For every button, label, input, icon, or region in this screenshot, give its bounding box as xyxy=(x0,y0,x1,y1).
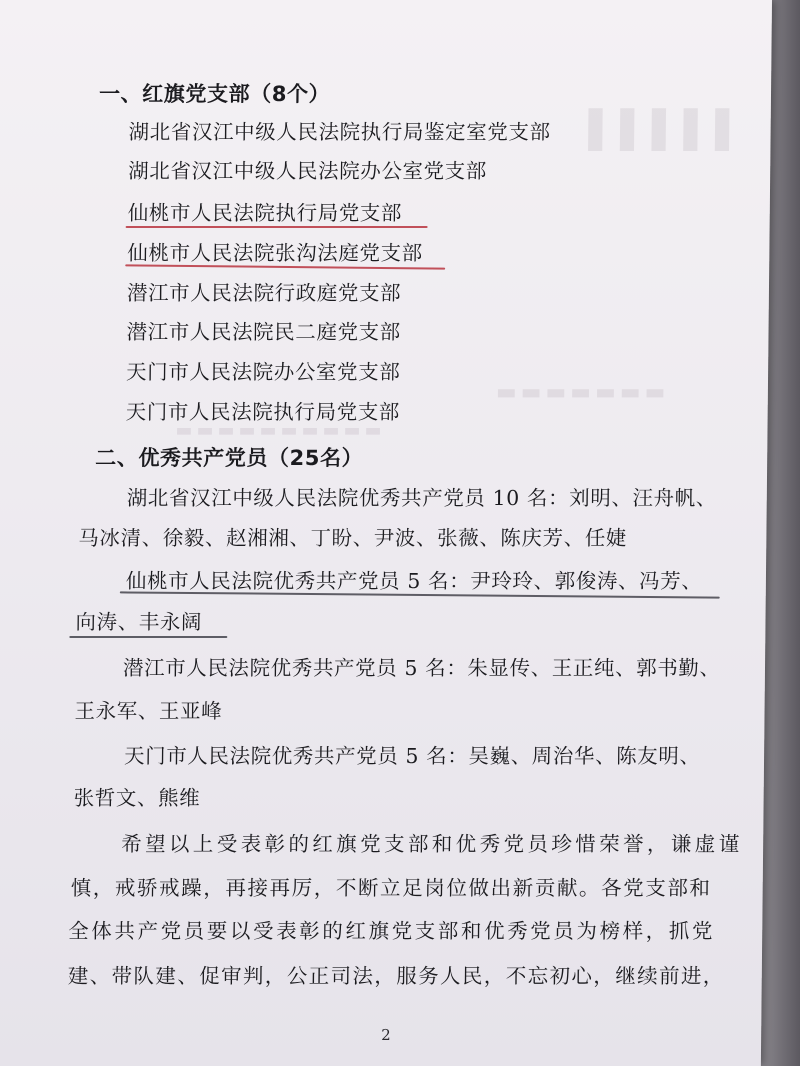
member-group-line: 天门市人民法院优秀共产党员 5 名：吴巍、周治华、陈友明、 xyxy=(123,744,701,768)
member-group-line: 马冰清、徐毅、赵湘湘、丁盼、尹波、张薇、陈庆芳、任婕 xyxy=(78,526,628,550)
member-group-line: 王永军、王亚峰 xyxy=(74,699,223,723)
branch-item: 天门市人民法院执行局党支部 xyxy=(125,400,401,424)
section-heading-outstanding-members: 二、优秀共产党员（25名） xyxy=(95,446,364,470)
pencil-underline-mark xyxy=(69,636,227,638)
member-group-line: 仙桃市人民法院优秀共产党员 5 名：尹玲玲、郭俊涛、冯芳、 xyxy=(125,569,703,593)
branch-item: 天门市人民法院办公室党支部 xyxy=(125,360,401,384)
closing-paragraph-line: 希望以上受表彰的红旗党支部和优秀党员珍惜荣誉，谦虚谨 xyxy=(121,832,743,856)
branch-item: 潜江市人民法院行政庭党支部 xyxy=(126,281,402,305)
red-underline-mark xyxy=(126,226,428,228)
bleed-through-decoration: ▌▌▌▌▌ xyxy=(588,110,748,151)
branch-item: 湖北省汉江中级人民法院执行局鉴定室党支部 xyxy=(128,120,551,144)
member-group-line: 向涛、丰永阔 xyxy=(75,610,203,634)
branch-item: 潜江市人民法院民二庭党支部 xyxy=(126,320,401,344)
section-heading-red-flag-branches: 一、红旗党支部（8个） xyxy=(98,82,331,106)
branch-item: 仙桃市人民法院执行局党支部 xyxy=(127,201,403,225)
bleed-through-decoration: ▬▬▬▬▬▬▬▬▬▬ xyxy=(175,420,386,441)
member-group-line: 湖北省汉江中级人民法院优秀共产党员 10 名：刘明、汪舟帆、 xyxy=(126,486,718,510)
bleed-through-decoration: ▬▬▬▬▬▬▬ xyxy=(495,380,670,405)
closing-paragraph-line: 建、带队建、促审判，公正司法，服务人民，不忘初心，继续前进， xyxy=(67,964,725,988)
page-number: 2 xyxy=(381,1026,391,1044)
branch-item: 湖北省汉江中级人民法院办公室党支部 xyxy=(128,159,488,183)
branch-item: 仙桃市人民法院张沟法庭党支部 xyxy=(127,241,423,265)
closing-paragraph-line: 全体共产党员要以受表彰的红旗党支部和优秀党员为榜样，抓党 xyxy=(68,919,716,943)
closing-paragraph-line: 慎，戒骄戒躁，再接再厉，不断立足岗位做出新贡献。各党支部和 xyxy=(70,876,712,900)
member-group-line: 潜江市人民法院优秀共产党员 5 名：朱显传、王正纯、郭书勤、 xyxy=(122,656,721,680)
member-group-line: 张哲文、熊维 xyxy=(73,786,201,810)
